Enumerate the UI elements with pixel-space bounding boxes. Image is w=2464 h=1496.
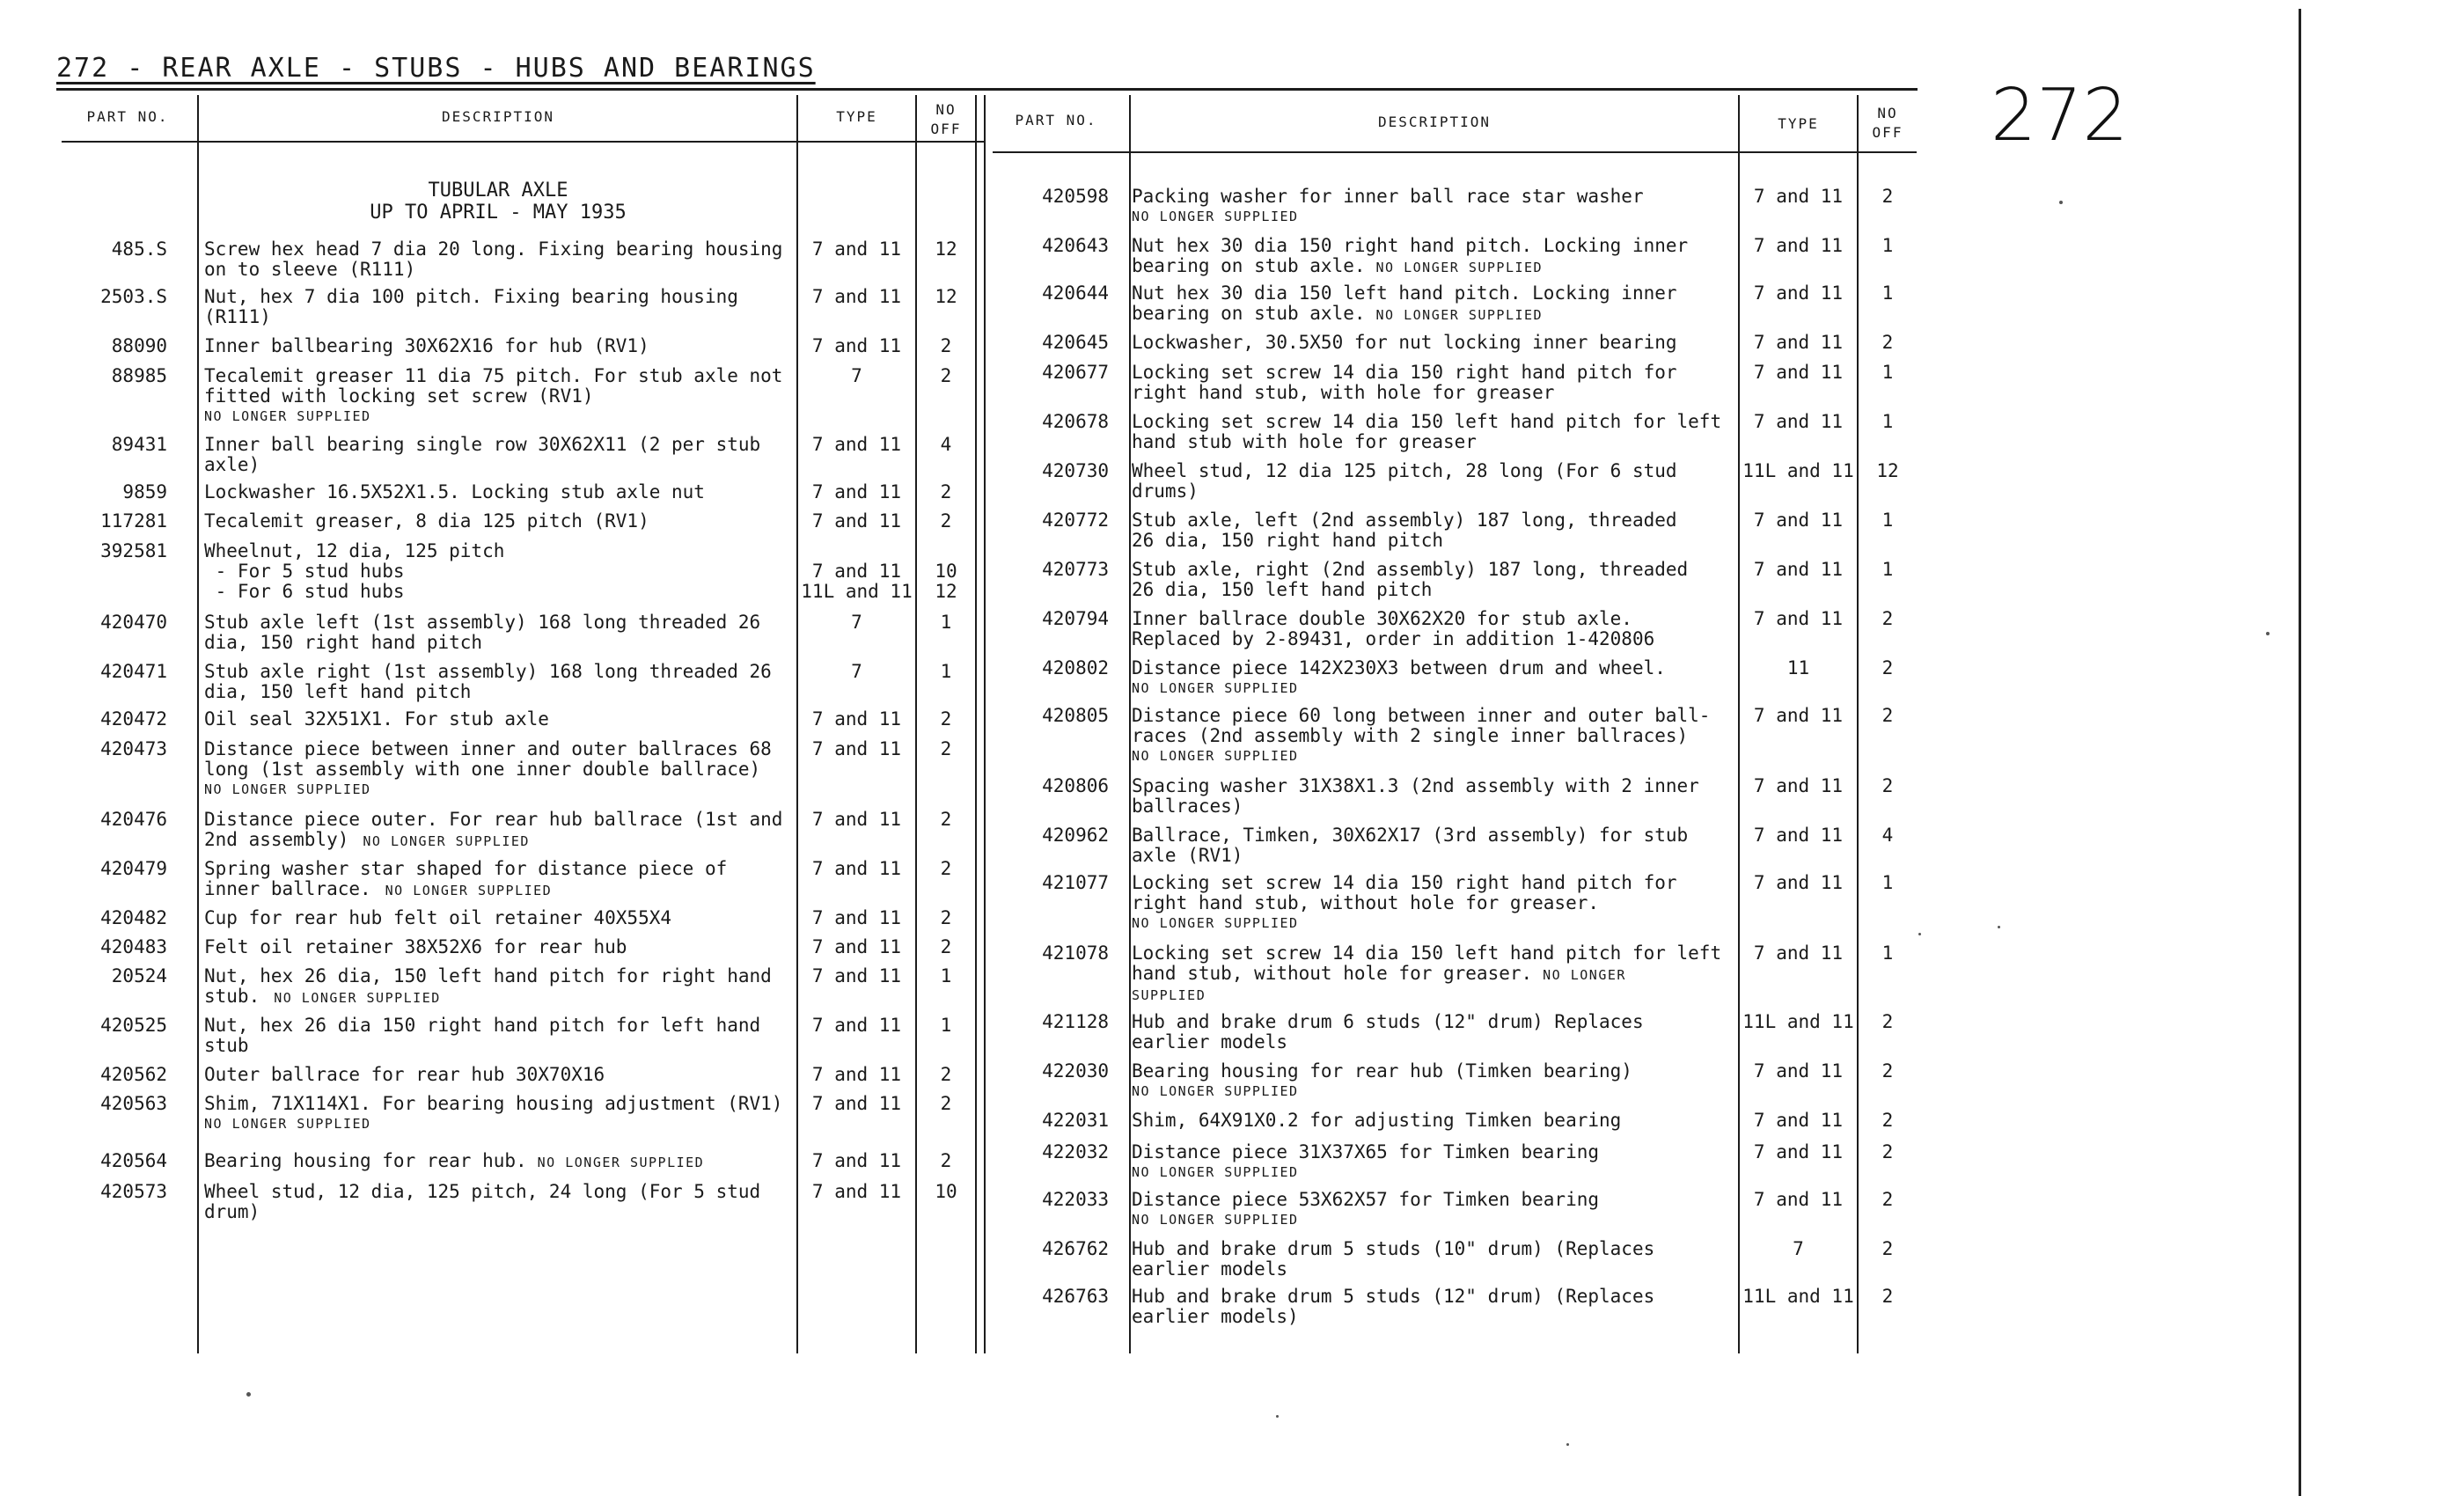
part-description: [204, 612, 838, 653]
part-type: 7 and 11: [1753, 282, 1844, 304]
part-number: 422030: [1042, 1060, 1109, 1082]
part-number: 422033: [1042, 1189, 1109, 1210]
part-quantity: 2: [1881, 1286, 1894, 1307]
part-quantity: 2: [940, 936, 952, 957]
description-line: hand stub with hole for greaser: [1132, 431, 1477, 452]
part-type: 7 and 11: [811, 286, 902, 307]
part-description: [204, 336, 838, 356]
description-line: Inner ball bearing single row 30X62X11 (2 per stub: [204, 434, 761, 455]
part-type: 7 and 11: [1753, 1141, 1844, 1162]
part-description: [204, 482, 838, 502]
part-type: 7 and 11: [1753, 235, 1844, 256]
part-type: 7 and 11: [1753, 332, 1844, 353]
part-description: [1132, 1061, 1748, 1102]
part-quantity: 1: [1881, 510, 1894, 531]
part-number: 420962: [1042, 825, 1109, 846]
part-type: 7 and 11: [811, 936, 902, 957]
part-quantity: 2: [1881, 705, 1894, 726]
no-longer-supplied-note: NO LONGER SUPPLIED: [1375, 260, 1544, 275]
part-number: 420794: [1042, 608, 1109, 629]
part-type: 7 and 11: [811, 1181, 902, 1202]
part-description: [1132, 1111, 1748, 1131]
part-type: 7 and 11: [1753, 705, 1844, 726]
part-type: 11L and 11: [1742, 1011, 1854, 1032]
part-description: [1132, 363, 1748, 403]
title-rule: [56, 88, 1918, 91]
part-quantity: 2: [1881, 775, 1894, 796]
part-quantity: 2: [1881, 1189, 1894, 1210]
part-quantity: 1: [1881, 235, 1894, 256]
part-number: 420563: [100, 1093, 167, 1114]
part-type: 7 and 11: [811, 1150, 902, 1171]
part-description: [1132, 560, 1748, 600]
part-type: 7 and 11: [811, 335, 902, 356]
part-description: [204, 1094, 838, 1134]
description-line: stub: [204, 1035, 249, 1056]
part-type: 7 and 11: [1753, 411, 1844, 432]
part-number: 420806: [1042, 775, 1109, 796]
description-line: dia, 150 left hand pitch: [204, 681, 472, 702]
part-type: 7 and 11: [1753, 942, 1844, 964]
part-type: 7 and 11: [811, 965, 902, 986]
part-description: [204, 859, 838, 901]
part-quantity: 2: [940, 481, 952, 502]
part-type: 7 and 11: [1753, 825, 1844, 846]
part-number: 420470: [100, 612, 167, 633]
part-type: 7: [851, 661, 862, 682]
part-type: 7 and 11: [1753, 872, 1844, 893]
description-line: (R111): [204, 306, 271, 327]
part-description: [1132, 1142, 1748, 1183]
description-line: axle (RV1): [1132, 845, 1243, 866]
part-number: 420483: [100, 936, 167, 957]
part-quantity: 1: [1881, 282, 1894, 304]
part-quantity: 1: [1881, 942, 1894, 964]
no-longer-supplied-note: NO LONGER SUPPLIED: [204, 408, 371, 424]
no-longer-supplied-note: NO LONGER SUPPLIED: [1132, 1212, 1299, 1228]
part-quantity: 2: [1881, 1110, 1894, 1131]
part-quantity: 1: [1881, 872, 1894, 893]
part-quantity: 2: [1881, 608, 1894, 629]
no-longer-supplied-note: NO LONGER SUPPLIED: [1132, 915, 1299, 931]
header-no-off-right: NO OFF: [1872, 105, 1903, 141]
part-type: 11: [1786, 657, 1810, 678]
part-description: [1132, 187, 1748, 227]
part-description: [1132, 776, 1748, 817]
part-quantity: 2: [1881, 1011, 1894, 1032]
right-parts-table: [986, 167, 1918, 1355]
part-type: 7: [851, 365, 862, 386]
part-number: 420562: [100, 1064, 167, 1085]
description-line: Replaced by 2-89431, order in addition 1-420806: [1132, 628, 1655, 649]
description-line: Nut, hex 26 dia, 150 left hand pitch for right hand: [204, 965, 772, 986]
no-longer-supplied-note: NO LONGER SUPPLIED: [1375, 307, 1544, 323]
part-number: 88985: [111, 365, 167, 386]
description-line: earlier models: [1132, 1258, 1288, 1280]
part-quantity: 12: [1876, 460, 1899, 481]
description-line: on to sleeve (R111): [204, 259, 416, 280]
no-longer-supplied-note: NO LONGER SUPPLIED: [204, 781, 371, 797]
no-longer-supplied-note: NO LONGER SUPPLIED: [274, 990, 441, 1006]
part-quantity: 2: [940, 738, 952, 759]
part-description: [204, 511, 838, 532]
part-description: [204, 239, 838, 280]
description-line: Tecalemit greaser, 8 dia 125 pitch (RV1): [204, 510, 649, 532]
description-line: Felt oil retainer 38X52X6 for rear hub: [204, 936, 627, 957]
part-quantity: 10: [935, 1181, 957, 1202]
scan-speck: [2266, 632, 2270, 635]
part-number: 392581: [100, 540, 167, 561]
description-line: races (2nd assembly with 2 single inner ballraces): [1132, 725, 1689, 746]
description-line: Stub axle right (1st assembly) 168 long threaded 26: [204, 661, 772, 682]
part-description: [1132, 825, 1748, 866]
part-type: 7 and 11: [811, 708, 902, 730]
part-number: 20524: [111, 965, 167, 986]
part-quantity: 12: [935, 238, 957, 260]
part-description: [204, 937, 838, 957]
part-quantity: 1: [1881, 362, 1894, 383]
part-number: 426763: [1042, 1286, 1109, 1307]
part-type: 7 and 11: [811, 510, 902, 532]
part-quantity: 2: [1881, 1060, 1894, 1082]
description-line: 26 dia, 150 left hand pitch: [1132, 579, 1433, 600]
description-line: dia, 150 right hand pitch: [204, 632, 483, 653]
description-line: Cup for rear hub felt oil retainer 40X55X4: [204, 907, 672, 928]
no-longer-supplied-note: NO LONGER SUPPLIED: [1132, 1083, 1299, 1099]
part-description: [1132, 510, 1748, 551]
description-line: right hand stub, without hole for greaser.: [1132, 892, 1600, 913]
part-description: [1132, 283, 1748, 326]
part-description: [1132, 943, 1748, 1006]
no-longer-supplied-note: NO LONGER SUPPLIED: [363, 833, 530, 849]
description-line: Locking set screw 14 dia 150 right hand pitch for: [1132, 872, 1677, 893]
part-type: 7 and 11: [811, 1064, 902, 1085]
part-type: 7: [1793, 1238, 1804, 1259]
description-line: earlier models): [1132, 1306, 1299, 1327]
part-description: [1132, 333, 1748, 353]
part-description: [204, 662, 838, 702]
description-line: drum): [204, 1201, 260, 1222]
part-number: 89431: [111, 434, 167, 455]
no-longer-supplied-note: NO LONGER SUPPLIED: [537, 1155, 705, 1170]
part-quantity: 2: [1881, 657, 1894, 678]
part-number: 420772: [1042, 510, 1109, 531]
part-quantity: 4: [940, 434, 952, 455]
part-description: [1132, 412, 1748, 452]
part-description: [1132, 1287, 1748, 1327]
description-line: Distance piece 142X230X3 between drum and wheel.: [1132, 657, 1666, 678]
description-line: hand stub, without hole for greaser. NO LONGER: [1132, 963, 1626, 984]
part-number: 420473: [100, 738, 167, 759]
description-line: inner ballrace. NO LONGER SUPPLIED: [204, 878, 553, 899]
part-description: [1132, 1239, 1748, 1280]
description-line: axle): [204, 454, 260, 475]
description-line: bearing on stub axle. NO LONGER SUPPLIED: [1132, 255, 1544, 276]
no-longer-supplied-note: NO LONGER SUPPLIED: [1132, 680, 1299, 696]
left-parts-table: [53, 167, 977, 1355]
description-line: Screw hex head 7 dia 20 long. Fixing bearing housing: [204, 238, 783, 260]
part-number: 420645: [1042, 332, 1109, 353]
part-number: 117281: [100, 510, 167, 532]
part-description: [204, 287, 838, 327]
part-type: 7 and 11: [811, 858, 902, 879]
part-description: [204, 366, 838, 427]
part-type: 7 and 11: [811, 809, 902, 830]
right-margin-rule: [2299, 9, 2301, 1496]
part-type: 7 and 11: [811, 481, 902, 502]
part-description: [204, 541, 838, 602]
description-line: Stub axle, right (2nd assembly) 187 long, threaded: [1132, 559, 1689, 580]
part-description: [204, 1151, 838, 1173]
description-line: Wheel stud, 12 dia 125 pitch, 28 long (For 6 stud: [1132, 460, 1677, 481]
description-line: Nut hex 30 dia 150 right hand pitch. Locking inner: [1132, 235, 1689, 256]
part-type: 7 and 11: [811, 907, 902, 928]
part-description: [204, 1016, 838, 1056]
description-line: Bearing housing for rear hub. NO LONGER SUPPLIED: [204, 1150, 705, 1171]
part-description: [204, 810, 838, 852]
description-line: - For 5 stud hubs: [204, 561, 405, 582]
part-description: [204, 709, 838, 730]
part-quantity: 1: [940, 965, 952, 986]
header-bottom-rule-left: [62, 141, 984, 143]
part-quantity: 2: [940, 708, 952, 730]
description-line: Spacing washer 31X38X1.3 (2nd assembly with 2 inner: [1132, 775, 1699, 796]
description-line: Nut, hex 26 dia 150 right hand pitch for left hand: [204, 1015, 761, 1036]
part-description: [1132, 461, 1748, 502]
description-line: Shim, 64X91X0.2 for adjusting Timken bearing: [1132, 1110, 1622, 1131]
description-line: 2nd assembly) NO LONGER SUPPLIED: [204, 829, 530, 850]
part-description: [204, 908, 838, 928]
part-description: [204, 435, 838, 475]
no-longer-supplied-note: NO LONGER SUPPLIED: [204, 1116, 371, 1132]
description-line: Oil seal 32X51X1. For stub axle: [204, 708, 549, 730]
description-line: Lockwasher 16.5X52X1.5. Locking stub axle nut: [204, 481, 705, 502]
part-quantity: 2: [940, 1064, 952, 1085]
part-quantity: 2: [940, 510, 952, 532]
description-line: Distance piece 53X62X57 for Timken bearing: [1132, 1189, 1600, 1210]
description-line: Spring washer star shaped for distance piece of: [204, 858, 728, 879]
description-line: Outer ballrace for rear hub 30X70X16: [204, 1064, 605, 1085]
description-line: Tecalemit greaser 11 dia 75 pitch. For stub axle not: [204, 365, 783, 386]
part-type: 7 and 11: [811, 1015, 902, 1036]
part-quantity: 10 12: [935, 561, 957, 602]
description-line: Hub and brake drum 6 studs (12" drum) Replaces: [1132, 1011, 1644, 1032]
part-quantity: 2: [940, 1093, 952, 1114]
part-number: 88090: [111, 335, 167, 356]
description-line: - For 6 stud hubs: [204, 581, 405, 602]
part-quantity: 1: [940, 661, 952, 682]
description-line: Stub axle left (1st assembly) 168 long threaded 26: [204, 612, 761, 633]
description-line: Lockwasher, 30.5X50 for nut locking inner bearing: [1132, 332, 1677, 353]
header-type-left: TYPE: [836, 108, 877, 125]
part-type: 7 and 11: [1753, 1110, 1844, 1131]
description-line: drums): [1132, 480, 1199, 502]
no-longer-supplied-note: SUPPLIED: [1132, 987, 1206, 1003]
part-number: 420773: [1042, 559, 1109, 580]
description-line: Nut hex 30 dia 150 left hand pitch. Locking inner: [1132, 282, 1677, 304]
part-description: [204, 1065, 838, 1085]
description-line: 26 dia, 150 right hand pitch: [1132, 530, 1444, 551]
part-description: [1132, 706, 1748, 766]
description-line: Inner ballbearing 30X62X16 for hub (RV1): [204, 335, 649, 356]
part-description: [204, 966, 838, 1008]
description-line: Locking set screw 14 dia 150 left hand pitch for left: [1132, 411, 1722, 432]
description-line: Stub axle, left (2nd assembly) 187 long, threaded: [1132, 510, 1677, 531]
part-description: [1132, 236, 1748, 278]
description-line: Wheelnut, 12 dia, 125 pitch: [204, 540, 505, 561]
description-line: Distance piece between inner and outer ballraces 68: [204, 738, 772, 759]
part-number: 426762: [1042, 1238, 1109, 1259]
header-part-no-right: PART NO.: [1015, 112, 1097, 128]
part-type: 7 and 11: [1753, 186, 1844, 207]
description-line: Locking set screw 14 dia 150 left hand pitch for left: [1132, 942, 1722, 964]
description-line: Distance piece 31X37X65 for Timken bearing: [1132, 1141, 1600, 1162]
part-number: 420677: [1042, 362, 1109, 383]
description-line: bearing on stub axle. NO LONGER SUPPLIED: [1132, 303, 1544, 324]
description-line: Shim, 71X114X1. For bearing housing adjustment (RV1): [204, 1093, 783, 1114]
part-number: 420479: [100, 858, 167, 879]
part-type: 7 and 11 11L and 11: [801, 561, 913, 602]
part-quantity: 2: [940, 1150, 952, 1171]
part-number: 420598: [1042, 186, 1109, 207]
part-description: [1132, 873, 1748, 934]
part-type: 7 and 11: [1753, 559, 1844, 580]
description-line: Distance piece 60 long between inner and outer ball-: [1132, 705, 1711, 726]
part-type: 7 and 11: [811, 1093, 902, 1114]
part-type: 11L and 11: [1742, 1286, 1854, 1307]
description-line: long (1st assembly with one inner double ballrace): [204, 759, 761, 780]
no-longer-supplied-note: NO LONGER SUPPLIED: [1132, 748, 1299, 764]
part-quantity: 1: [940, 1015, 952, 1036]
header-type-right: TYPE: [1778, 115, 1819, 132]
scan-speck: [1998, 926, 2000, 928]
part-type: 7 and 11: [1753, 362, 1844, 383]
part-description: [204, 1182, 838, 1222]
scan-speck: [2059, 201, 2063, 204]
part-number: 422032: [1042, 1141, 1109, 1162]
description-line: stub. NO LONGER SUPPLIED: [204, 986, 441, 1007]
part-quantity: 2: [940, 809, 952, 830]
part-quantity: 2: [1881, 332, 1894, 353]
section-heading: TUBULAR AXLE UP TO APRIL - MAY 1935: [370, 180, 627, 224]
part-number: 420471: [100, 661, 167, 682]
description-line: Inner ballrace double 30X62X20 for stub axle.: [1132, 608, 1632, 629]
part-type: 7 and 11: [811, 238, 902, 260]
part-number: 420678: [1042, 411, 1109, 432]
description-line: Packing washer for inner ball race star washer: [1132, 186, 1644, 207]
part-type: 11L and 11: [1742, 460, 1854, 481]
part-number: 421078: [1042, 942, 1109, 964]
part-number: 420472: [100, 708, 167, 730]
part-quantity: 2: [1881, 1238, 1894, 1259]
description-line: right hand stub, with hole for greaser: [1132, 382, 1555, 403]
part-number: 485.S: [111, 238, 167, 260]
part-number: 9859: [122, 481, 167, 502]
part-quantity: 2: [1881, 186, 1894, 207]
part-type: 7 and 11: [1753, 775, 1844, 796]
no-longer-supplied-note: NO LONGER: [1543, 967, 1626, 983]
header-description-right: DESCRIPTION: [1378, 114, 1491, 130]
header-part-no-left: PART NO.: [86, 108, 169, 125]
no-longer-supplied-note: NO LONGER SUPPLIED: [1132, 209, 1299, 224]
part-quantity: 2: [940, 335, 952, 356]
part-number: 420482: [100, 907, 167, 928]
description-line: earlier models: [1132, 1031, 1288, 1052]
part-type: 7: [851, 612, 862, 633]
part-number: 421128: [1042, 1011, 1109, 1032]
part-number: 421077: [1042, 872, 1109, 893]
part-description: [1132, 609, 1748, 649]
part-quantity: 1: [1881, 559, 1894, 580]
part-quantity: 2: [940, 907, 952, 928]
description-line: Wheel stud, 12 dia, 125 pitch, 24 long (For 5 stud: [204, 1181, 761, 1202]
part-type: 7 and 11: [811, 738, 902, 759]
part-number: 2503.S: [100, 286, 167, 307]
part-quantity: 2: [1881, 1141, 1894, 1162]
part-quantity: 12: [935, 286, 957, 307]
description-line: Ballrace, Timken, 30X62X17 (3rd assembly) for stub: [1132, 825, 1689, 846]
part-number: 420525: [100, 1015, 167, 1036]
scan-speck: [1566, 1443, 1569, 1446]
no-longer-supplied-note: NO LONGER SUPPLIED: [385, 883, 553, 898]
part-quantity: 1: [940, 612, 952, 633]
header-description-left: DESCRIPTION: [442, 108, 554, 125]
description-line: ballraces): [1132, 796, 1243, 817]
part-type: 7 and 11: [1753, 1060, 1844, 1082]
part-quantity: 1: [1881, 411, 1894, 432]
part-number: 420802: [1042, 657, 1109, 678]
part-description: [204, 739, 838, 800]
part-type: 7 and 11: [1753, 1189, 1844, 1210]
part-number: 420643: [1042, 235, 1109, 256]
part-description: [1132, 658, 1748, 699]
handwritten-page-number: 272: [1991, 74, 2129, 158]
no-longer-supplied-note: NO LONGER SUPPLIED: [1132, 1164, 1299, 1180]
description-line: Hub and brake drum 5 studs (12" drum) (Replaces: [1132, 1286, 1655, 1307]
part-quantity: 2: [940, 858, 952, 879]
part-type: 7 and 11: [1753, 608, 1844, 629]
part-number: 420644: [1042, 282, 1109, 304]
header-no-off-left: NO OFF: [930, 101, 962, 137]
part-number: 420564: [100, 1150, 167, 1171]
description-line: Nut, hex 7 dia 100 pitch. Fixing bearing housing: [204, 286, 738, 307]
description-line: fitted with locking set screw (RV1): [204, 385, 594, 407]
part-number: 420573: [100, 1181, 167, 1202]
description-line: Locking set screw 14 dia 150 right hand pitch for: [1132, 362, 1677, 383]
scan-speck: [246, 1392, 251, 1397]
part-quantity: 2: [940, 365, 952, 386]
part-quantity: 4: [1881, 825, 1894, 846]
description-line: Hub and brake drum 5 studs (10" drum) (Replaces: [1132, 1238, 1655, 1259]
part-description: [1132, 1190, 1748, 1230]
part-number: 420476: [100, 809, 167, 830]
scan-speck: [1918, 933, 1921, 935]
page-title: 272 - REAR AXLE - STUBS - HUBS AND BEARINGS: [56, 53, 816, 84]
header-bottom-rule-right: [993, 151, 1917, 153]
part-number: 420805: [1042, 705, 1109, 726]
description-line: Bearing housing for rear hub (Timken bearing): [1132, 1060, 1632, 1082]
scan-speck: [1276, 1415, 1279, 1418]
part-type: 7 and 11: [811, 434, 902, 455]
description-line: Distance piece outer. For rear hub ballrace (1st and: [204, 809, 783, 830]
part-number: 420730: [1042, 460, 1109, 481]
part-description: [1132, 1012, 1748, 1052]
part-type: 7 and 11: [1753, 510, 1844, 531]
part-number: 422031: [1042, 1110, 1109, 1131]
